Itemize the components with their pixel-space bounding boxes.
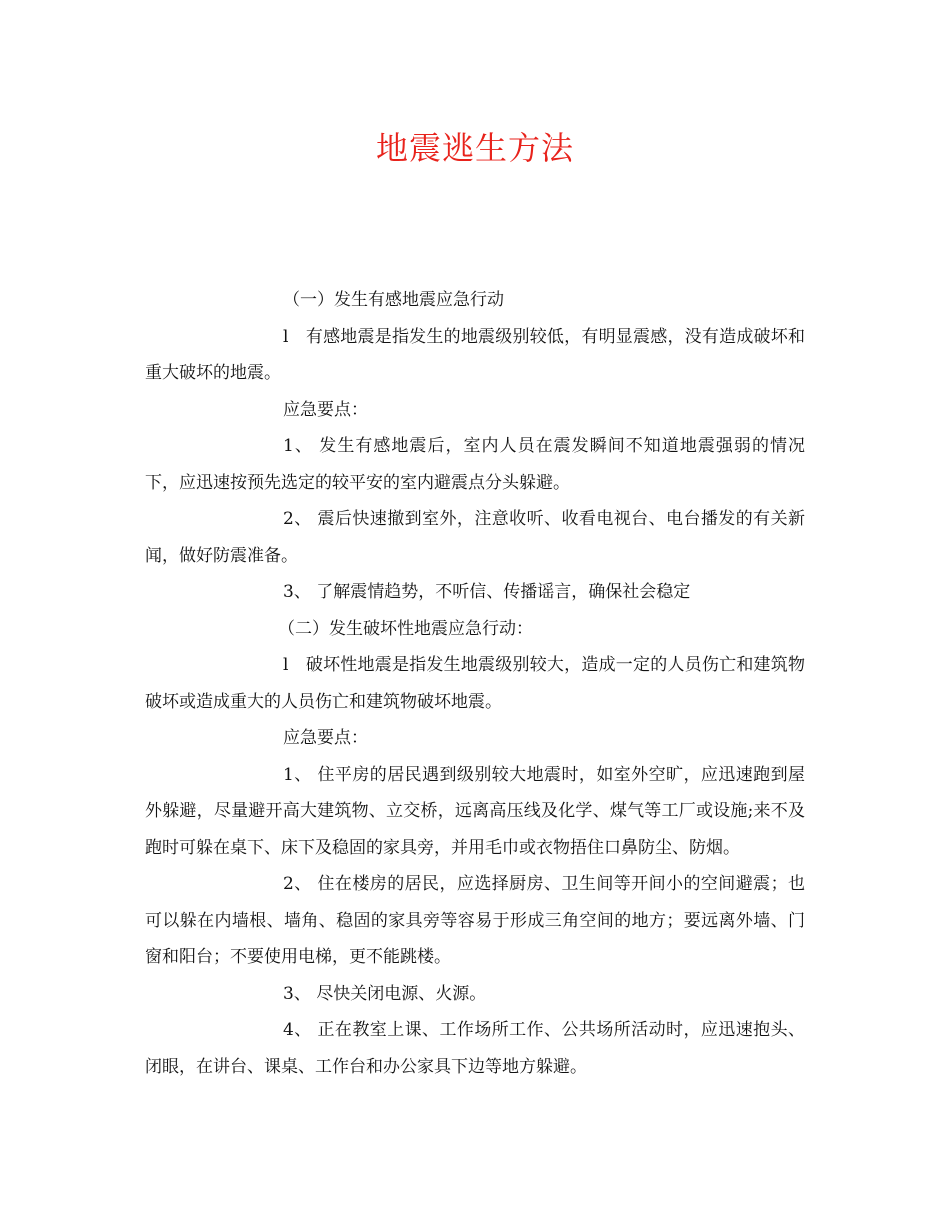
document-body (145, 282, 805, 1085)
paragraph-point-2-4: 4、 正在教室上课、工作场所工作、公共场所活动时，应迅速抱头、闭眼，在讲台、课桌、工作台和办公家具下边等地方躲避。 (145, 1020, 805, 1077)
paragraph-point-2-2: 2、 住在楼房的居民，应选择厨房、卫生间等开间小的空间避震；也可以躲在内墙根、墙角、稳固的家具旁等容易于形成三角空间的地方；要远离外墙、门窗和阳台；不要使用电梯，更不能跳楼。 (145, 874, 805, 967)
section-heading-1: （一）发生有感地震应急行动 (283, 290, 504, 310)
paragraph-definition-2: l 破坏性地震是指发生地震级别较大，造成一定的人员伤亡和建筑物破坏或造成重大的人员伤亡和建筑物破坏地震。 (145, 655, 805, 712)
paragraph-point-1-1: 1、 发生有感地震后，室内人员在震发瞬间不知道地震强弱的情况下，应迅速按预先选定的较平安的室内避震点分头躲避。 (145, 436, 805, 493)
paragraph-point-1-2: 2、 震后快速撤到室外，注意收听、收看电视台、电台播发的有关新闻，做好防震准备。 (145, 509, 805, 566)
paragraph-definition-1: l 有感地震是指发生的地震级别较低，有明显震感，没有造成破坏和重大破坏的地震。 (145, 326, 805, 383)
key-points-heading-1: 应急要点： (283, 399, 368, 420)
section-heading-2: （二）发生破坏性地震应急行动： (278, 618, 533, 639)
document-title: 地震逃生方法 (375, 129, 574, 167)
paragraph-point-1-3: 3、 了解震情趋势，不听信、传播谣言，确保社会稳定 (283, 582, 691, 602)
key-points-heading-2: 应急要点： (283, 728, 368, 748)
paragraph-point-2-1: 1、 住平房的居民遇到级别较大地震时，如室外空旷，应迅速跑到屋外躲避，尽量避开高大建筑物、立交桥，远离高压线及化学、煤气等工厂或设施;来不及跑时可躲在桌下、床下及稳固的家具旁，并用毛巾或衣物捂住口鼻防尘、防烟。 (145, 764, 805, 858)
paragraph-point-2-3: 3、 尽快关闭电源、火源。 (283, 983, 487, 1004)
